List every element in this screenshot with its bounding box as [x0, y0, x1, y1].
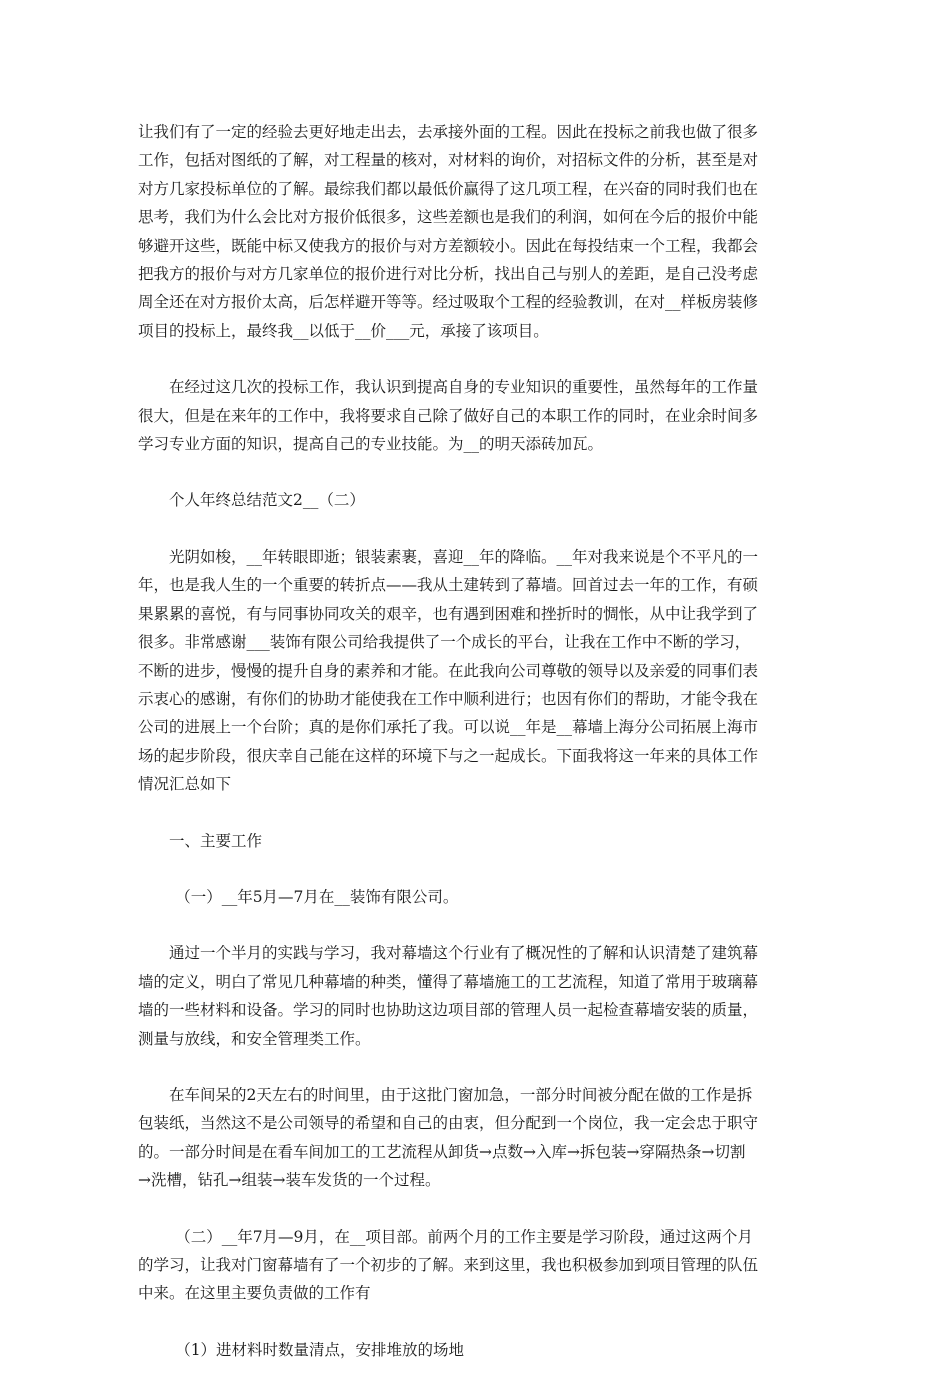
text-line: 一、主要工作: [169, 831, 263, 850]
text-line: 学习专业方面的知识，提高自己的专业技能。为__的明天添砖加瓦。: [138, 435, 604, 454]
text-line: 情况汇总如下: [138, 775, 232, 794]
text-line: 在车间呆的2天左右的时间里，由于这批门窗加急，一部分时间被分配在做的工作是拆: [169, 1085, 753, 1104]
text-line: （1）进材料时数量清点，安排堆放的场地: [175, 1340, 465, 1359]
text-line: （二）__年7月—9月，在__项目部。前两个月的工作主要是学习阶段，通过这两个月: [175, 1227, 753, 1246]
paragraph-p7: [138, 939, 814, 1053]
text-line: 在经过这几次的投标工作，我认识到提高自身的专业知识的重要性，虽然每年的工作量: [169, 378, 759, 397]
text-line: 果累累的喜悦，有与同事协同攻关的艰辛，也有遇到困难和挫折时的惆怅，从中让我学到了: [138, 604, 759, 623]
text-line: 年，也是我人生的一个重要的转折点——我从土建转到了幕墙。回首过去一年的工作，有硕: [138, 576, 759, 595]
text-line: 把我方的报价与对方几家单位的报价进行对比分析，找出自己与别人的差距，是自己没考虑: [138, 265, 759, 284]
text-line: （一）__年5月—7月在__装饰有限公司。: [175, 887, 459, 906]
text-line: 对方几家投标单位的了解。最综我们都以最低价赢得了这几项工程，在兴奋的同时我们也在: [138, 179, 759, 198]
text-line: 场的起步阶段，很庆幸自己能在这样的环境下与之一起成长。下面我将这一年来的具体工作: [138, 746, 759, 765]
text-line: 示衷心的感谢，有你们的协助才能使我在工作中顺利进行；也因有你们的帮助，才能令我在: [138, 689, 759, 708]
document-page: [138, 118, 814, 1392]
text-line: 让我们有了一定的经验去更好地走出去，去承接外面的工程。因此在投标之前我也做了很多: [138, 123, 759, 141]
text-line: 够避开这些，既能中标又使我方的报价与对方差额较小。因此在每投结束一个工程，我都会: [138, 236, 759, 255]
paragraph-p8: [138, 1081, 814, 1195]
paragraph-p10: [138, 1336, 814, 1364]
text-line: 光阴如梭，__年转眼即逝；银装素裹，喜迎__年的降临。__年对我来说是个不平凡的一: [169, 547, 759, 566]
text-line: 包装纸，当然这不是公司领导的希望和自己的由衷，但分配到一个岗位，我一定会忠于职守: [138, 1114, 759, 1133]
text-line: 通过一个半月的实践与学习，我对幕墙这个行业有了概况性的了解和认识清楚了建筑幕: [169, 944, 759, 963]
text-line: 个人年终总结范文2__（二）: [169, 491, 365, 510]
text-line: 很多。非常感谢___装饰有限公司给我提供了一个成长的平台，让我在工作中不断的学习，: [138, 633, 751, 652]
paragraph-p2: [138, 373, 814, 458]
text-line: 的学习，让我对门窗幕墙有了一个初步的了解。来到这里，我也积极参加到项目管理的队伍: [138, 1256, 759, 1274]
paragraph-p4: [138, 543, 814, 799]
text-line: 墙的定义，明白了常见几种幕墙的种类，懂得了幕墙施工的工艺流程，知道了常用于玻璃幕: [138, 972, 759, 991]
paragraph-p9: [138, 1223, 814, 1308]
text-line: 项目的投标上，最终我__以低于__价___元，承接了该项目。: [138, 321, 549, 340]
text-line: 不断的进步，慢慢的提升自身的素养和才能。在此我向公司尊敬的领导以及亲爱的同事们表: [138, 661, 759, 680]
text-line: 周全还在对方报价太高，后怎样避开等等。经过吸取个工程的经验教训，在对__样板房装修: [138, 293, 759, 312]
text-line: 工作，包括对图纸的了解，对工程量的核对，对材料的询价，对招标文件的分析，甚至是对: [138, 151, 759, 170]
text-line: 很大，但是在来年的工作中，我将要求自己除了做好自己的本职工作的同时，在业余时间多: [138, 406, 759, 425]
text-line: 公司的进展上一个台阶；真的是你们承托了我。可以说__年是__幕墙上海分公司拓展上海市: [138, 718, 759, 737]
text-line: 思考，我们为什么会比对方报价低很多，这些差额也是我们的利润，如何在今后的报价中能: [138, 208, 759, 227]
text-line: 测量与放线，和安全管理类工作。: [138, 1029, 371, 1048]
text-line: 墙的一些材料和设备。学习的同时也协助这边项目部的管理人员一起检查幕墙安装的质量，: [138, 1001, 759, 1020]
paragraph-p1: [138, 118, 814, 345]
paragraph-p6: [138, 883, 814, 911]
paragraph-p3: [138, 486, 814, 514]
text-line: 的。一部分时间是在看车间加工的工艺流程从卸货→点数→入库→拆包装→穿隔热条→切割: [138, 1142, 746, 1161]
text-line: →洗槽，钻孔→组装→装车发货的一个过程。: [138, 1171, 441, 1190]
text-line: 中来。在这里主要负责做的工作有: [138, 1284, 371, 1303]
paragraph-p5: [138, 827, 814, 855]
